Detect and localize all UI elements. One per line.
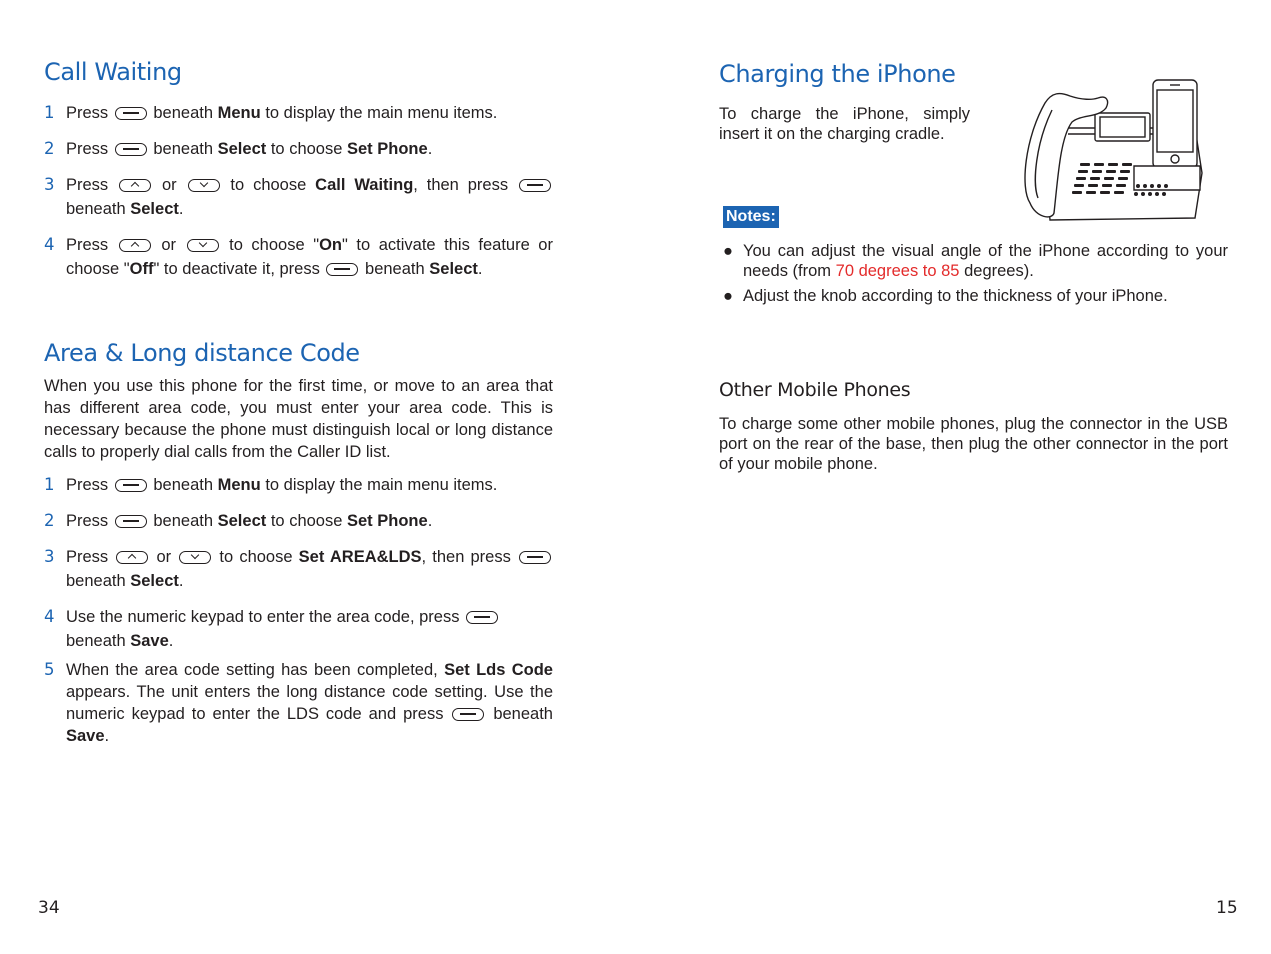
call-waiting-title: Call Waiting <box>44 58 182 86</box>
charging-text: To charge the iPhone, simply insert it on the charging cradle. <box>719 105 970 143</box>
list-item: ● You can adjust the visual angle of the iPhone according to your needs (from 70 degrees to 85 degrees). <box>723 242 1228 280</box>
call-waiting-steps <box>44 101 553 281</box>
area-code-title: Area & Long distance Code <box>44 339 360 367</box>
list-item: 1 Press beneath Menu to display the main menu items. <box>44 103 498 122</box>
menu-key-icon <box>326 263 358 276</box>
other-phones-title: Other Mobile Phones <box>719 379 911 401</box>
notes-label: Notes: <box>723 206 779 228</box>
list-item: 5 When the area code setting has been completed, Set Lds Code appears. The unit enters the long distance code setting. Use the numeric keypad to enter the LDS code and press beneath Save. <box>44 660 553 745</box>
up-key-icon <box>119 179 151 192</box>
angle-range: 70 degrees to 85 <box>835 262 960 280</box>
list-item: 2 Press beneath Select to choose Set Phone. <box>44 139 433 158</box>
menu-key-icon <box>466 611 498 624</box>
menu-key-icon <box>452 708 484 721</box>
menu-key-icon <box>115 515 147 528</box>
menu-key-icon <box>519 551 551 564</box>
area-code-steps <box>44 473 553 747</box>
left-page <box>44 58 553 747</box>
list-item: 4 Press or to choose "On" to activate this feature or choose "Off" to deactivate it, press beneath Select. <box>44 235 553 278</box>
menu-key-icon <box>519 179 551 192</box>
up-key-icon <box>116 551 148 564</box>
page-number-right: 15 <box>1216 898 1238 918</box>
menu-key-icon <box>115 143 147 156</box>
area-code-intro: When you use this phone for the first time, or move to an area that has different area code, you must enter your area code. This is necessary because the phone must distinguish local or long distance calls to properly dial calls from the Caller ID list. <box>44 377 553 461</box>
list-item: 2 Press beneath Select to choose Set Phone. <box>44 511 433 530</box>
down-key-icon <box>187 239 219 252</box>
list-item: 4 Use the numeric keypad to enter the area code, press beneath Save. <box>44 605 553 653</box>
page-number-left: 34 <box>38 898 60 918</box>
phone-with-iphone-illustration <box>1020 78 1205 223</box>
list-item: 1 Press beneath Menu to display the main menu items. <box>44 475 498 494</box>
menu-key-icon <box>115 107 147 120</box>
list-item: ● Adjust the knob according to the thickness of your iPhone. <box>723 287 1168 305</box>
down-key-icon <box>188 179 220 192</box>
down-key-icon <box>179 551 211 564</box>
charging-title: Charging the iPhone <box>719 60 956 88</box>
list-item: 3 Press or to choose Set AREA&LDS, then press beneath Select. <box>44 545 553 593</box>
up-key-icon <box>119 239 151 252</box>
other-phones-text: To charge some other mobile phones, plug the connector in the USB port on the rear of the base, then plug the other connector in the port of your mobile phone. <box>719 415 1228 473</box>
menu-key-icon <box>115 479 147 492</box>
list-item: 3 Press or to choose Call Waiting, then press beneath Select. <box>44 173 553 221</box>
